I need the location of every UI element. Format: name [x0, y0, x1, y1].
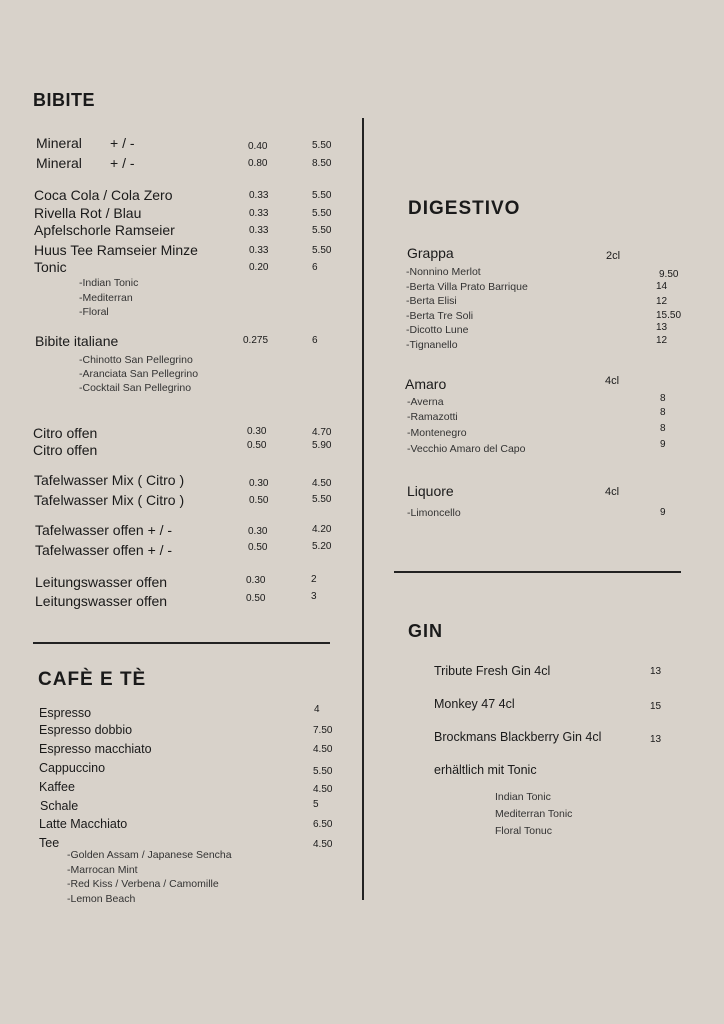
- menu-item-name: Tafelwasser offen + / -: [35, 522, 173, 538]
- menu-item-name: Monkey 47 4cl: [434, 697, 515, 711]
- tonic-label: erhältlich mit Tonic: [434, 763, 537, 777]
- menu-item-size: 0.40: [248, 141, 268, 152]
- menu-item-size: 0.50: [247, 440, 267, 451]
- menu-item-name: Tafelwasser Mix ( Citro ): [34, 492, 185, 508]
- menu-item-size: 0.33: [249, 190, 269, 201]
- menu-item-price: 9: [660, 439, 666, 450]
- menu-item-price: 5.50: [312, 208, 332, 219]
- menu-item-name: Brockmans Blackberry Gin 4cl: [434, 730, 602, 744]
- menu-item-name: Schale: [40, 799, 79, 813]
- menu-item-price: 3: [311, 591, 317, 602]
- menu-item-price: 8.50: [312, 158, 332, 169]
- menu-item-name: Leitungswasser offen: [35, 574, 168, 590]
- column-divider: [362, 118, 364, 900]
- menu-item-name: -Vecchio Amaro del Capo: [407, 443, 526, 455]
- tonic-item: Indian Tonic: [495, 791, 551, 803]
- menu-item-size: 0.50: [246, 593, 266, 604]
- menu-item-price: 8: [660, 407, 666, 418]
- menu-item-name: Cappuccino: [39, 761, 106, 775]
- menu-item-size: 0.30: [248, 526, 268, 537]
- menu-item-price: 14: [656, 281, 668, 292]
- menu-item-price: 8: [660, 393, 666, 404]
- menu-item-size: 0.33: [249, 225, 269, 236]
- menu-item-size: 0.33: [249, 208, 269, 219]
- menu-item-size: 0.275: [243, 335, 269, 346]
- menu-item-name: Rivella Rot / Blau: [34, 205, 142, 221]
- menu-item-size: 0.20: [249, 262, 269, 273]
- menu-item-name: Huus Tee Ramseier Minze: [34, 242, 198, 258]
- menu-item-price: 4.50: [313, 744, 333, 755]
- menu-item-name: Mineral: [36, 135, 82, 151]
- menu-item-price: 4.50: [312, 478, 332, 489]
- menu-item-name: Kaffee: [39, 780, 75, 794]
- sub-item: -Golden Assam / Japanese Sencha: [67, 849, 232, 861]
- menu-item-name: Bibite italiane: [35, 333, 119, 349]
- bibite-title: BIBITE: [33, 90, 96, 110]
- sub-item: -Mediterran: [79, 292, 133, 304]
- category-name: Amaro: [405, 376, 447, 392]
- menu-item-price: 5.20: [312, 541, 332, 552]
- menu-item-price: 5.50: [313, 766, 333, 777]
- menu-item-name: -Ramazotti: [407, 411, 458, 423]
- menu-item-price: 6.50: [313, 819, 333, 830]
- menu-item-size: 0.80: [248, 158, 268, 169]
- tonic-item: Mediterran Tonic: [495, 808, 573, 820]
- tonic-item: Floral Tonuc: [495, 825, 553, 837]
- menu-item-name: Tee: [39, 836, 60, 850]
- digestivo-title: DIGESTIVO: [408, 198, 521, 219]
- menu-item-price: 5.50: [312, 494, 332, 505]
- sub-item: -Indian Tonic: [79, 277, 139, 289]
- menu-item-size: 0.50: [249, 495, 269, 506]
- menu-item-price: 4.20: [312, 524, 332, 535]
- menu-item-name: Tribute Fresh Gin 4cl: [434, 664, 551, 678]
- menu-item-name: -Berta Villa Prato Barrique: [406, 281, 528, 293]
- menu-item-name: Citro offen: [33, 425, 98, 441]
- menu-item-name: Latte Macchiato: [39, 817, 128, 831]
- menu-item-price: 15.50: [656, 310, 682, 321]
- gin-title: GIN: [408, 621, 444, 641]
- menu-item-price: 15: [650, 701, 662, 712]
- menu-item-name: Espresso dobbio: [39, 723, 133, 737]
- menu-item-price: 4.70: [312, 427, 332, 438]
- menu-item-price: 13: [656, 322, 668, 333]
- menu-item-sign: + / -: [110, 155, 135, 171]
- cafe-title: CAFÈ E TÈ: [38, 669, 147, 690]
- sub-item: -Cocktail San Pellegrino: [79, 382, 192, 394]
- menu-item-name: -Montenegro: [407, 427, 467, 439]
- menu-item-name: Tonic: [34, 259, 67, 275]
- menu-item-price: 2: [311, 574, 317, 585]
- menu-item-price: 4.50: [313, 839, 333, 850]
- menu-item-name: -Nonnino Merlot: [406, 266, 481, 278]
- sub-item: -Chinotto San Pellegrino: [79, 354, 193, 366]
- menu-item-name: -Averna: [407, 396, 444, 408]
- sub-item: -Marrocan Mint: [67, 864, 138, 876]
- category-name: Liquore: [407, 483, 454, 499]
- menu-item-price: 5.50: [312, 190, 332, 201]
- category-unit: 4cl: [605, 486, 620, 498]
- menu-item-name: Tafelwasser offen + / -: [35, 542, 173, 558]
- sub-item: -Red Kiss / Verbena / Camomille: [67, 878, 219, 890]
- menu-item-name: Citro offen: [33, 442, 98, 458]
- menu-item-name: Mineral: [36, 155, 82, 171]
- category-name: Grappa: [407, 245, 454, 261]
- menu-item-size: 0.50: [248, 542, 268, 553]
- menu-item-price: 5.50: [312, 140, 332, 151]
- sub-item: -Floral: [79, 306, 109, 318]
- menu-item-name: -Berta Elisi: [406, 295, 457, 307]
- menu-item-price: 4.50: [313, 784, 333, 795]
- menu-item-name: -Berta Tre Soli: [406, 310, 474, 322]
- menu-item-size: 0.33: [249, 245, 269, 256]
- menu-item-price: 5.90: [312, 440, 332, 451]
- menu-item-price: 4: [314, 704, 320, 715]
- menu-item-price: 12: [656, 335, 668, 346]
- menu-item-size: 0.30: [247, 426, 267, 437]
- menu-item-price: 13: [650, 734, 662, 745]
- menu-item-name: Espresso macchiato: [39, 742, 152, 756]
- divider: [394, 571, 681, 573]
- menu-item-name: -Tignanello: [406, 339, 458, 351]
- menu-item-sign: + / -: [110, 135, 135, 151]
- divider: [33, 642, 330, 644]
- menu-item-name: Coca Cola / Cola Zero: [34, 187, 173, 203]
- menu-item-price: 5.50: [312, 245, 332, 256]
- menu-item-price: 7.50: [313, 725, 333, 736]
- menu-item-price: 6: [312, 262, 318, 273]
- menu-item-price: 6: [312, 335, 318, 346]
- sub-item: -Lemon Beach: [67, 893, 136, 905]
- menu-item-price: 9.50: [659, 269, 679, 280]
- sub-item: -Aranciata San Pellegrino: [79, 368, 199, 380]
- menu-item-price: 8: [660, 423, 666, 434]
- menu-item-price: 5: [313, 799, 319, 810]
- menu-item-name: Leitungswasser offen: [35, 593, 168, 609]
- category-unit: 2cl: [606, 250, 621, 262]
- menu-item-price: 5.50: [312, 225, 332, 236]
- menu-item-name: -Limoncello: [407, 507, 461, 519]
- menu-item-size: 0.30: [249, 478, 269, 489]
- menu-item-price: 13: [650, 666, 662, 677]
- menu-item-name: -Dicotto Lune: [406, 324, 469, 336]
- category-unit: 4cl: [605, 375, 620, 387]
- menu-item-price: 9: [660, 507, 666, 518]
- menu-item-name: Apfelschorle Ramseier: [34, 222, 175, 238]
- menu-item-size: 0.30: [246, 575, 266, 586]
- menu-item-name: Espresso: [39, 706, 92, 720]
- menu-item-name: Tafelwasser Mix ( Citro ): [34, 472, 185, 488]
- menu-item-price: 12: [656, 296, 668, 307]
